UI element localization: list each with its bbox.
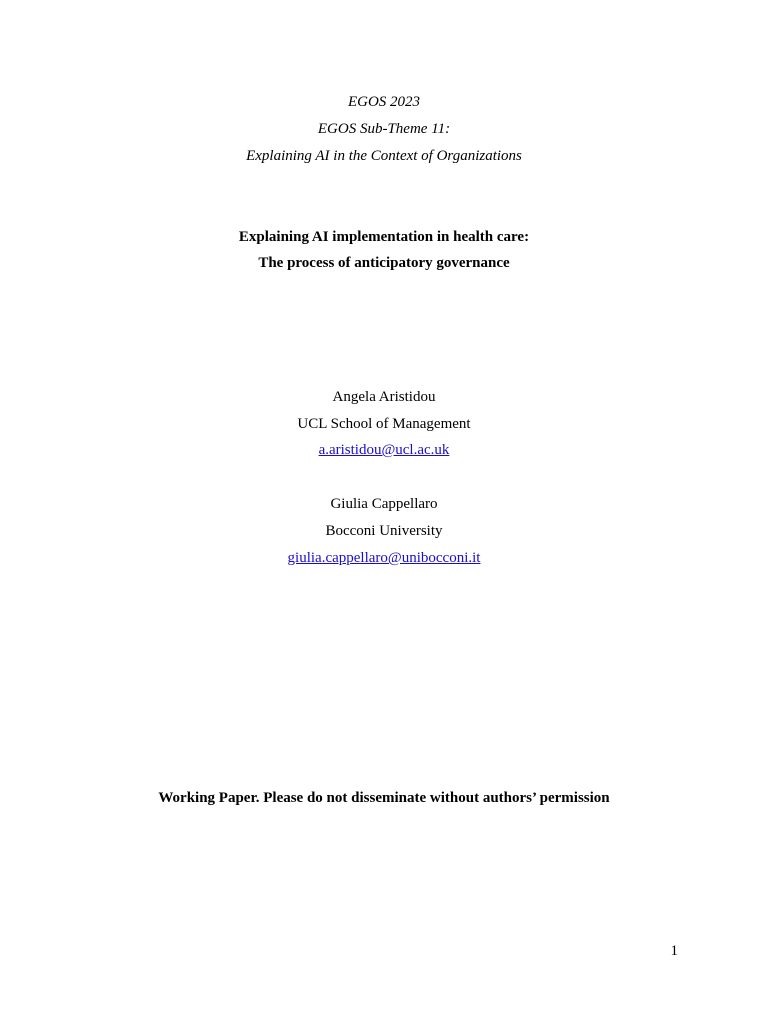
conference-name: EGOS 2023 — [347, 94, 421, 110]
author-2-email-row — [0, 549, 768, 567]
author-1-affiliation: UCL School of Management — [297, 416, 471, 432]
author-2-name: Giulia Cappellaro — [330, 496, 438, 512]
subtheme-label: EGOS Sub-Theme 11: — [317, 121, 451, 137]
author-1-email-row — [0, 441, 768, 459]
paper-title-line-2: The process of anticipatory governance — [258, 255, 510, 271]
page-number: 1 — [670, 943, 678, 959]
paper-title-line-1: Explaining AI implementation in health care: — [238, 229, 530, 245]
subtheme-title: Explaining AI in the Context of Organizations — [246, 148, 522, 164]
author-1-email-link[interactable]: a.aristidou@ucl.ac.uk — [318, 442, 450, 458]
working-paper-notice: Working Paper. Please do not disseminate without authors’ permission — [158, 790, 610, 806]
author-1-name: Angela Aristidou — [332, 389, 436, 405]
author-2-affiliation: Bocconi University — [325, 523, 443, 539]
author-2-email-link[interactable]: giulia.cappellaro@unibocconi.it — [287, 550, 481, 566]
